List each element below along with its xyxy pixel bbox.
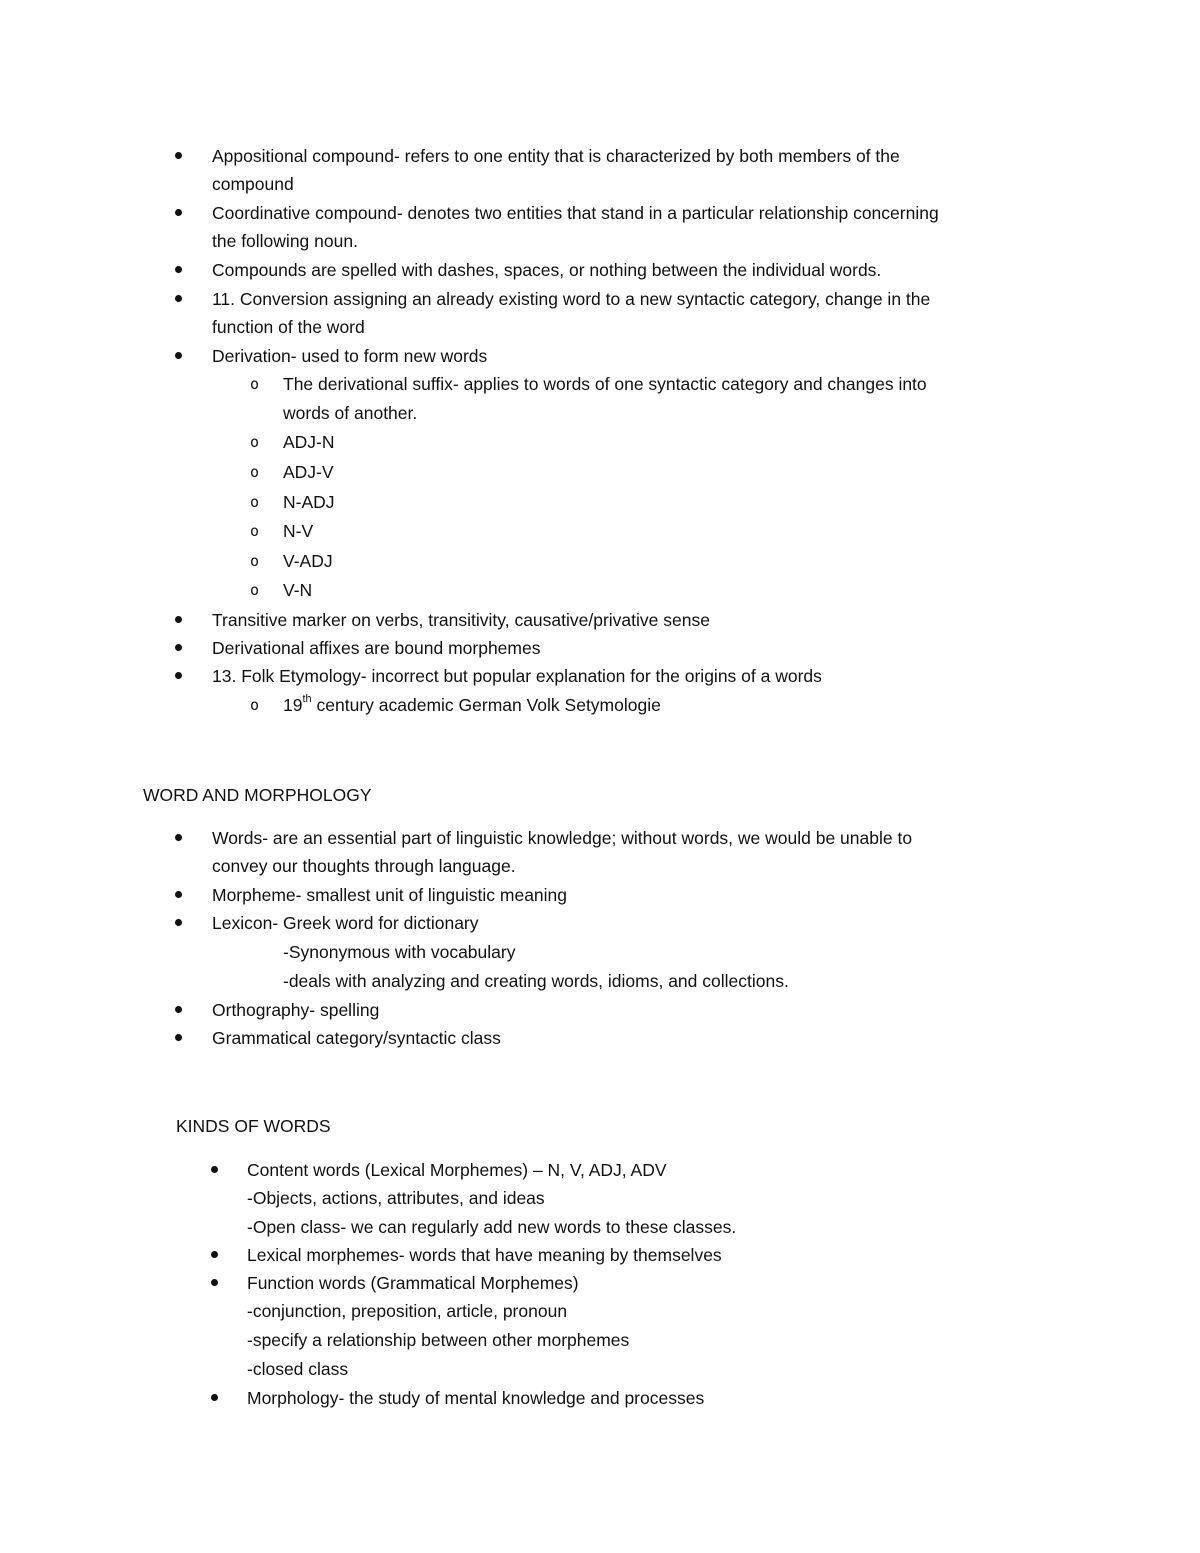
sub-bullet-icon: o <box>250 463 260 481</box>
list-item: Morphology- the study of mental knowledge and processes <box>247 1388 705 1408</box>
bullet-icon <box>175 152 182 159</box>
sub-bullet-icon: o <box>250 696 260 714</box>
sub-bullet-icon: o <box>250 522 260 540</box>
ordinal-suffix: th <box>302 693 312 706</box>
sub-list-item-continuation: words of another. <box>283 403 418 423</box>
sub-list-item: N-V <box>283 521 314 541</box>
bullet-icon <box>211 1166 218 1173</box>
list-item-continuation: convey our thoughts through language. <box>212 856 516 876</box>
sub-bullet-icon: o <box>250 552 260 570</box>
bullet-icon <box>175 1006 182 1013</box>
bullet-icon <box>175 352 182 359</box>
bullet-icon <box>175 266 182 273</box>
sub-list-item: ADJ-V <box>283 462 334 482</box>
note-line: -Synonymous with vocabulary <box>283 942 516 962</box>
section-heading: WORD AND MORPHOLOGY <box>143 785 372 805</box>
bullet-icon <box>211 1394 218 1401</box>
note-line: -specify a relationship between other morphemes <box>247 1330 630 1350</box>
bullet-icon <box>175 295 182 302</box>
list-item: Compounds are spelled with dashes, spaces, or nothing between the individual words. <box>212 260 882 280</box>
list-item: Lexical morphemes- words that have meaning by themselves <box>247 1245 722 1265</box>
sub-list-item: ADJ-N <box>283 432 335 452</box>
list-item: Derivational affixes are bound morphemes <box>212 638 541 658</box>
bullet-icon <box>175 834 182 841</box>
bullet-icon <box>211 1279 218 1286</box>
ordinal-number: 19 <box>283 695 303 715</box>
bullet-icon <box>175 1034 182 1041</box>
list-item: Grammatical category/syntactic class <box>212 1028 501 1048</box>
sub-list-item: V-N <box>283 580 313 600</box>
sub-item-text: century academic German Volk Setymologie <box>311 695 661 715</box>
note-line: -closed class <box>247 1359 349 1379</box>
list-item: 11. Conversion assigning an already existing word to a new syntactic category, change in the <box>212 289 931 309</box>
sub-bullet-icon: o <box>250 433 260 451</box>
list-item: Coordinative compound- denotes two entities that stand in a particular relationship concerning <box>212 203 939 223</box>
sub-list-item: V-ADJ <box>283 551 333 571</box>
note-line: -Objects, actions, attributes, and ideas <box>247 1188 545 1208</box>
list-item: Transitive marker on verbs, transitivity, causative/privative sense <box>212 610 710 630</box>
list-item: Orthography- spelling <box>212 1000 380 1020</box>
list-item: 13. Folk Etymology- incorrect but popular explanation for the origins of a words <box>212 666 822 686</box>
bullet-icon <box>211 1251 218 1258</box>
list-item-continuation: compound <box>212 174 294 194</box>
note-line: -deals with analyzing and creating words, idioms, and collections. <box>283 971 789 991</box>
bullet-icon <box>175 644 182 651</box>
bullet-icon <box>175 616 182 623</box>
list-item: Function words (Grammatical Morphemes) <box>247 1273 579 1293</box>
section-heading: KINDS OF WORDS <box>176 1116 331 1136</box>
list-item-continuation: the following noun. <box>212 231 358 251</box>
sub-bullet-icon: o <box>250 581 260 599</box>
list-item: Morpheme- smallest unit of linguistic meaning <box>212 885 568 905</box>
list-item: Derivation- used to form new words <box>212 346 488 366</box>
sub-bullet-icon: o <box>250 493 260 511</box>
bullet-icon <box>175 209 182 216</box>
list-item: Appositional compound- refers to one entity that is characterized by both members of the <box>212 146 900 166</box>
bullet-icon <box>175 891 182 898</box>
note-line: -conjunction, preposition, article, pronoun <box>247 1301 568 1321</box>
bullet-icon <box>175 672 182 679</box>
bullet-icon <box>175 919 182 926</box>
list-item: Lexicon- Greek word for dictionary <box>212 913 479 933</box>
list-item-continuation: function of the word <box>212 317 365 337</box>
list-item: Words- are an essential part of linguistic knowledge; without words, we would be unable to <box>212 828 913 848</box>
sub-list-item: N-ADJ <box>283 492 335 512</box>
sub-list-item: The derivational suffix- applies to words of one syntactic category and changes into <box>283 374 927 394</box>
sub-bullet-icon: o <box>250 375 260 393</box>
sub-list-item <box>283 694 661 716</box>
note-line: -Open class- we can regularly add new words to these classes. <box>247 1217 737 1237</box>
list-item: Content words (Lexical Morphemes) – N, V, ADJ, ADV <box>247 1160 667 1180</box>
